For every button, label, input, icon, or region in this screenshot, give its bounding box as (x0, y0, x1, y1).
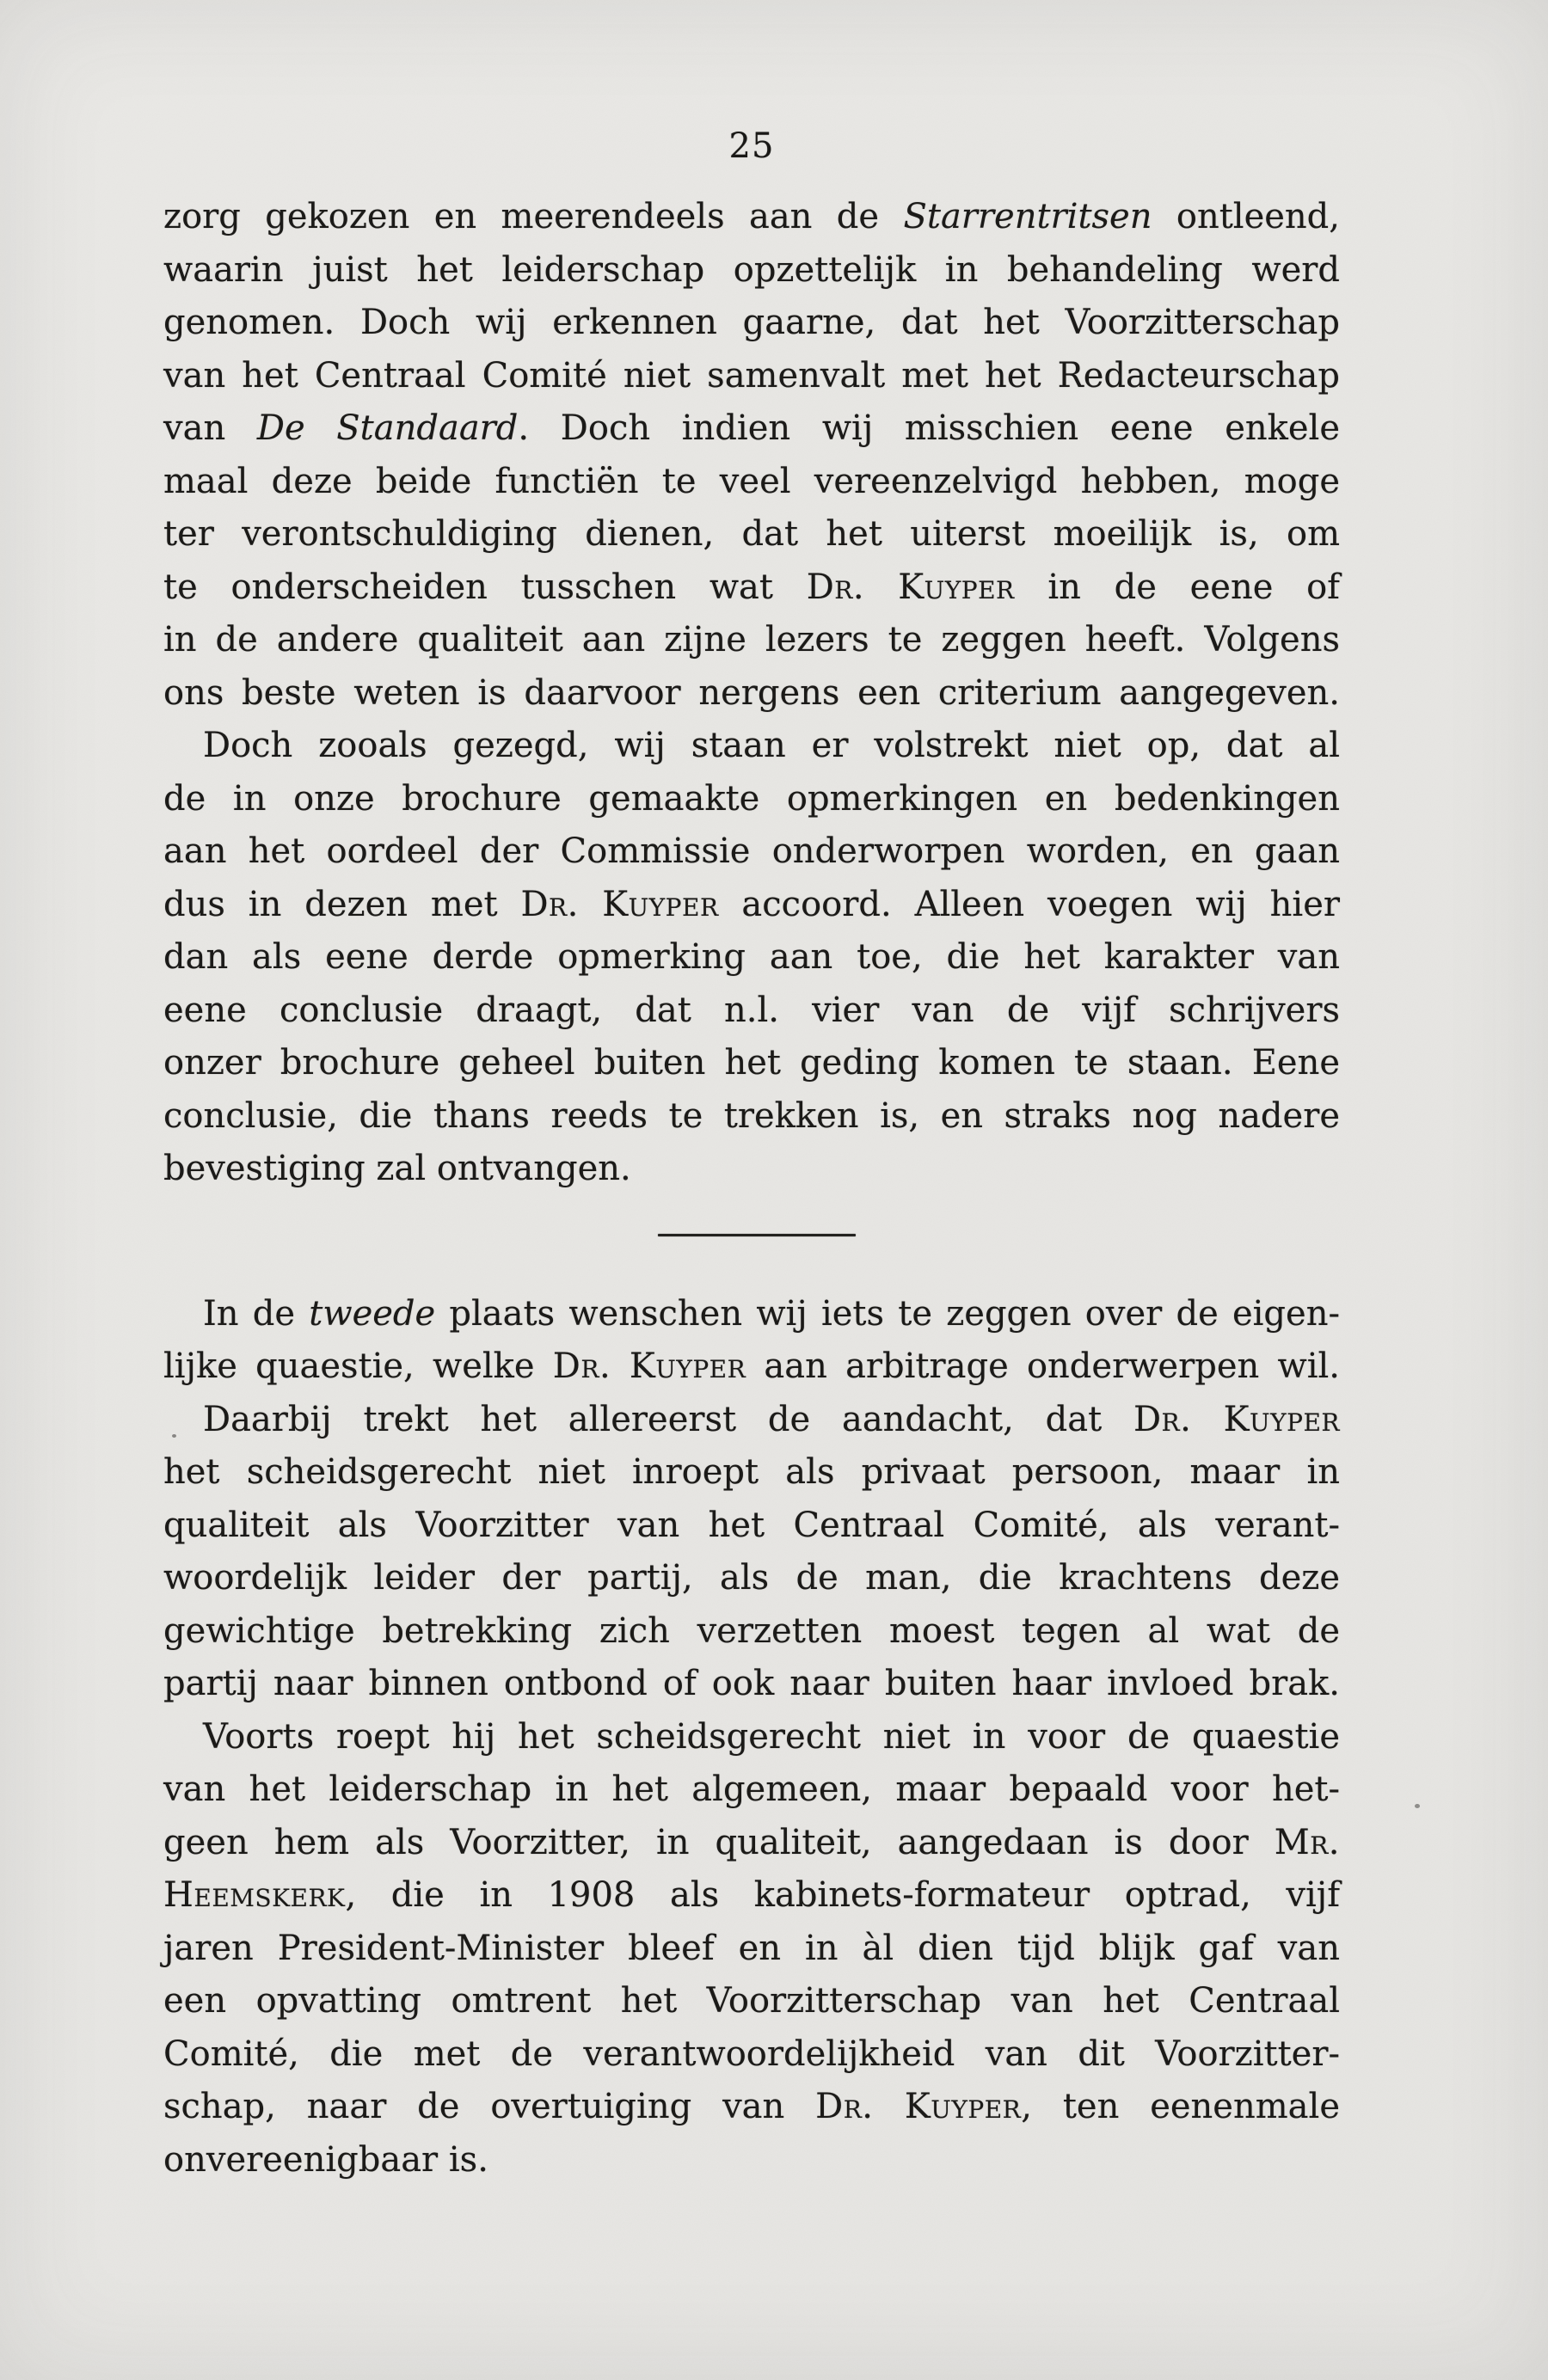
text-segment: geen hem als Voorzitter, in qualiteit, aangedaan is door (163, 1822, 1275, 1862)
text-line (163, 2134, 1340, 2187)
text-segment: plaats wenschen wij iets te zeggen over de eigen- (435, 1293, 1340, 1334)
text-line (163, 350, 1340, 403)
text-line (163, 1869, 1340, 1923)
text-segment: Voorts roept hij het scheidsgerecht niet in voor de quaestie (203, 1716, 1340, 1757)
text-segment: ter verontschuldiging dienen, dat het uiterst moeilijk is, om (163, 514, 1340, 554)
text-segment: genomen. Doch wij erkennen gaarne, dat het Voorzitterschap (163, 303, 1340, 342)
text-segment: een opvatting omtrent het Voorzitterschap van het Centraal (163, 1981, 1340, 2021)
text-segment: conclusie, die thans reeds te trekken is, en straks nog nadere (163, 1095, 1340, 1136)
text-segment: qualiteit als Voorzitter van het Centraal Comité, als verant- (163, 1505, 1340, 1545)
text-line (163, 1500, 1340, 1553)
text-line (163, 508, 1340, 561)
text-line (163, 1605, 1340, 1659)
text-segment: onzer brochure geheel buiten het geding komen te staan. Eene (163, 1043, 1340, 1083)
section-divider-rule (658, 1234, 856, 1236)
text-segment: onvereenigbaar is. (163, 2139, 488, 2180)
ink-speck (172, 1434, 176, 1438)
text-line (163, 1711, 1340, 1764)
text-segment: ontleend, (1152, 197, 1341, 236)
text-line (163, 1764, 1340, 1817)
text-line (163, 667, 1340, 721)
smallcaps-proper-name: Dr. Kuyper (552, 1346, 746, 1386)
text-line (163, 614, 1340, 667)
text-line (163, 191, 1340, 244)
text-line (163, 1037, 1340, 1090)
text-segment: Daarbij trekt het allereerst de aandacht, dat (203, 1399, 1133, 1439)
text-line (163, 1288, 1340, 1341)
text-line (163, 297, 1340, 350)
text-line (163, 825, 1340, 879)
text-segment: de in onze brochure gemaakte opmerkingen en bedenkingen (163, 778, 1340, 819)
text-segment: partij naar binnen ontbond of ook naar buiten haar invloed brak. (163, 1664, 1340, 1703)
text-segment: gewichtige betrekking zich verzetten moest tegen al wat de (163, 1610, 1340, 1651)
smallcaps-proper-name: Heemskerk (163, 1875, 346, 1915)
text-line (163, 985, 1340, 1038)
text-line (163, 931, 1340, 985)
text-segment: aan arbitrage onderwerpen wil. (746, 1346, 1341, 1386)
text-segment: maal deze beide functiën te veel vereenzelvigd hebben, moge (163, 461, 1340, 501)
italic-text: De Standaard (256, 408, 519, 448)
text-segment: van het leiderschap in het algemeen, maar bepaald voor het- (163, 1770, 1340, 1809)
text-segment: woordelijk leider der partij, als de man, die krachtens deze (163, 1558, 1340, 1598)
text-segment: . Doch indien wij misschien eene enkele (518, 408, 1340, 448)
text-segment: aan het oordeel der Commissie onderworpen worden, en gaan (163, 831, 1340, 871)
text-line (163, 561, 1340, 615)
text-line (163, 1446, 1340, 1500)
text-segment: het scheidsgerecht niet inroept als privaat persoon, maar in (163, 1452, 1340, 1492)
text-line (163, 456, 1340, 509)
text-segment: in de eene of (1014, 567, 1340, 607)
text-segment: bevestiging zal ontvangen. (163, 1149, 631, 1188)
text-segment: Comité, die met de verantwoordelijkheid van dit Voorzitter- (163, 2033, 1340, 2074)
text-segment: , die in 1908 als kabinets-formateur optrad, vijf (345, 1875, 1340, 1915)
body-text-column (163, 191, 1340, 2187)
smallcaps-proper-name: Dr. Kuyper (520, 884, 719, 924)
text-segment: van het Centraal Comité niet samenvalt met het Redacteurschap (163, 355, 1340, 396)
italic-text: tweede (309, 1293, 436, 1334)
text-segment: ons beste weten is daarvoor nergens een criterium aangegeven. (163, 672, 1340, 713)
text-line (163, 2028, 1340, 2082)
text-segment: van (163, 408, 257, 448)
page-number: 25 (728, 126, 775, 166)
text-line (163, 402, 1340, 456)
text-segment: eene conclusie draagt, dat n.l. vier van de vijf schrijvers (163, 990, 1340, 1030)
text-segment: te onderscheiden tusschen wat (163, 567, 807, 607)
text-line (163, 720, 1340, 773)
text-line (163, 1394, 1340, 1447)
text-segment: waarin juist het leiderschap opzettelijk in behandeling werd (163, 249, 1340, 290)
text-line (163, 1340, 1340, 1394)
text-line (163, 244, 1340, 298)
text-segment: Doch zooals gezegd, wij staan er volstrekt niet op, dat al (203, 726, 1340, 765)
smallcaps-proper-name: Mr. (1274, 1822, 1340, 1862)
text-segment: accoord. Alleen voegen wij hier (718, 884, 1340, 924)
text-segment: dus in dezen met (163, 884, 521, 924)
ink-speck (1415, 1804, 1420, 1808)
text-line (163, 1552, 1340, 1605)
smallcaps-proper-name: Dr. Kuyper (815, 2087, 1022, 2126)
text-line (163, 2081, 1340, 2134)
text-segment: jaren President-Minister bleef en in àl dien tijd blijk gaf van (163, 1928, 1340, 1968)
italic-text: Starrentritsen (903, 197, 1152, 236)
text-line (163, 1975, 1340, 2028)
smallcaps-proper-name: Dr. Kuyper (1133, 1399, 1340, 1439)
text-line (163, 1817, 1340, 1870)
text-segment: lijke quaestie, welke (163, 1346, 553, 1386)
text-line (163, 879, 1340, 932)
text-line (163, 1090, 1340, 1144)
smallcaps-proper-name: Dr. Kuyper (806, 567, 1015, 607)
text-line (163, 773, 1340, 826)
text-line (163, 1923, 1340, 1976)
ink-speck (526, 475, 530, 479)
text-segment: dan als eene derde opmerking aan toe, die het karakter van (163, 937, 1340, 977)
text-segment: zorg gekozen en meerendeels aan de (163, 197, 904, 236)
text-line (163, 1658, 1340, 1711)
text-segment: schap, naar de overtuiging van (163, 2087, 816, 2126)
text-segment: In de (203, 1293, 310, 1334)
text-line (163, 1143, 1340, 1196)
text-segment: in de andere qualiteit aan zijne lezers te zeggen heeft. Volgens (163, 620, 1340, 659)
text-segment: , ten eenenmale (1021, 2087, 1340, 2126)
